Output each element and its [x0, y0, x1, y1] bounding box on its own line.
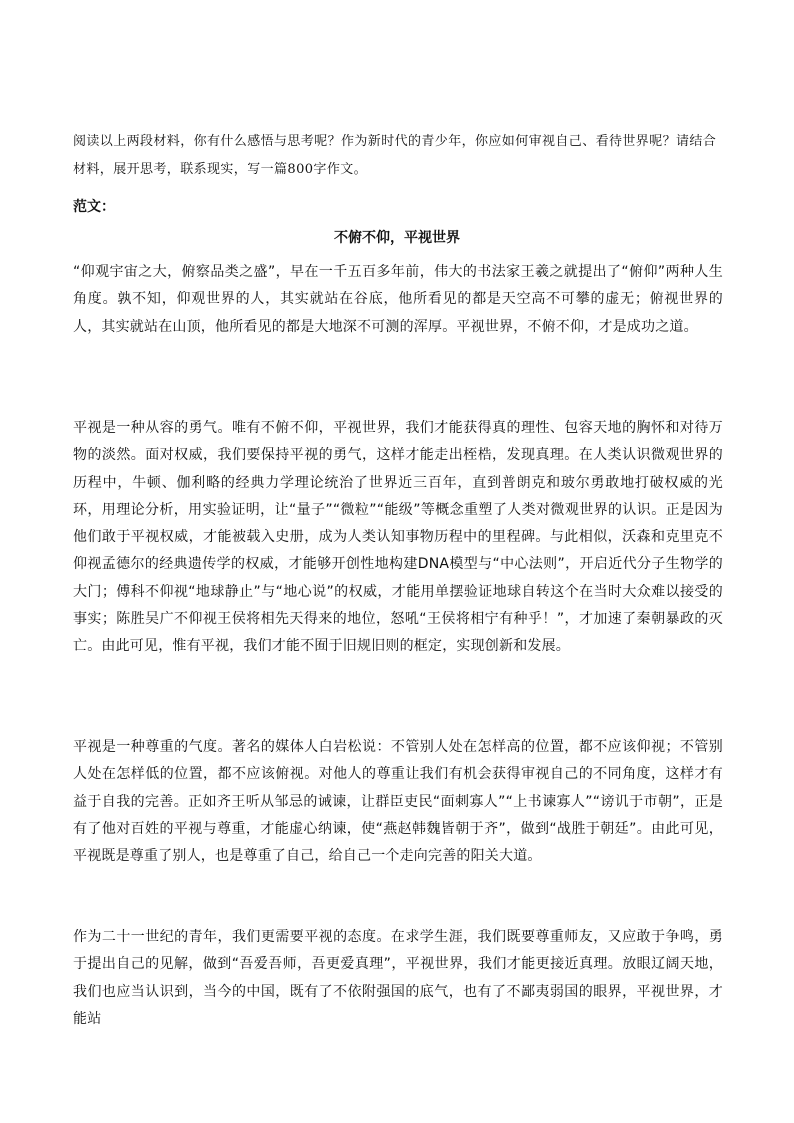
- writing-prompt: 阅读以上两段材料，你有什么感悟与思考呢？作为新时代的青少年，你应如何审视自己、看待世界呢？请结合材料，展开思考，联系现实，写一篇800字作文。: [73, 134, 717, 177]
- essay-paragraph-1: “仰观宇宙之大，俯察品类之盛”，早在一千五百多年前，伟大的书法家王羲之就提出了“俯仰”两种人生角度。孰不知，仰观世界的人，其实就站在谷底，他所看见的都是天空高不可攀的虚无；俯视世界的人，其实就站在山顶，他所看见的都是大地深不可测的浑厚。平视世界，不俯不仰，才是成功之道。: [73, 264, 723, 335]
- sample-essay-label: 范文：: [73, 199, 115, 215]
- essay-paragraph-2: 平视是一种从容的勇气。唯有不俯不仰，平视世界，我们才能获得真的理性、包容天地的胸怀和对待万物的淡然。面对权威，我们要保持平视的勇气，这样才能走出桎梏，发现真理。在人类认识微观世界的历程中，牛顿、伽利略的经典力学理论统治了世界近三百年，直到普朗克和玻尔勇敢地打破权威的光环，用理论分析，用实验证明，让“量子”“微粒”“能级”等概念重塑了人类对微观世界的认识。正是因为他们敢于平视权威，才能被载入史册，成为人类认知事物历程中的里程碑。与此相似，沃森和克里克不仰视孟德尔的经典遗传学的权威，才能够开创性地构建DNA模型与“中心法则”，开启近代分子生物学的大门；傅科不仰视“地球静止”与“地心说”的权威，才能用单摆验证地球自转这个在当时大众难以接受的事实；陈胜吴广不仰视王侯将相先天得来的地位，怒吼“王侯将相宁有种乎！”，才加速了秦朝暴政的灭亡。由此可见，惟有平视，我们才能不囿于旧规旧则的框定，实现创新和发展。: [73, 420, 723, 655]
- essay-paragraph-4: 作为二十一世纪的青年，我们更需要平视的态度。在求学生涯，我们既要尊重师友，又应敢于争鸣，勇于提出自己的见解，做到“吾爱吾师，吾更爱真理”，平视世界，我们才能更接近真理。放眼辽阔天地，我们也应当认识到，当今的中国，既有了不依附强国的底气，也有了不鄙夷弱国的眼界，平视世界，才能站: [73, 929, 723, 1027]
- essay-paragraph-3: 平视是一种尊重的气度。著名的媒体人白岩松说：不管别人处在怎样高的位置，都不应该仰视；不管别人处在怎样低的位置，都不应该俯视。对他人的尊重让我们有机会获得审视自己的不同角度，这样才有益于自我的完善。正如齐王听从邹忌的诫谏，让群臣吏民“面刺寡人”“上书谏寡人”“谤讥于市朝”，正是有了他对百姓的平视与尊重，才能虚心纳谏，使“燕赵韩魏皆朝于齐”，做到“战胜于朝廷”。由此可见，平视既是尊重了别人，也是尊重了自己，给自己一个走向完善的阳关大道。: [73, 739, 723, 865]
- essay-title: 不俯不仰，平视世界: [334, 230, 460, 246]
